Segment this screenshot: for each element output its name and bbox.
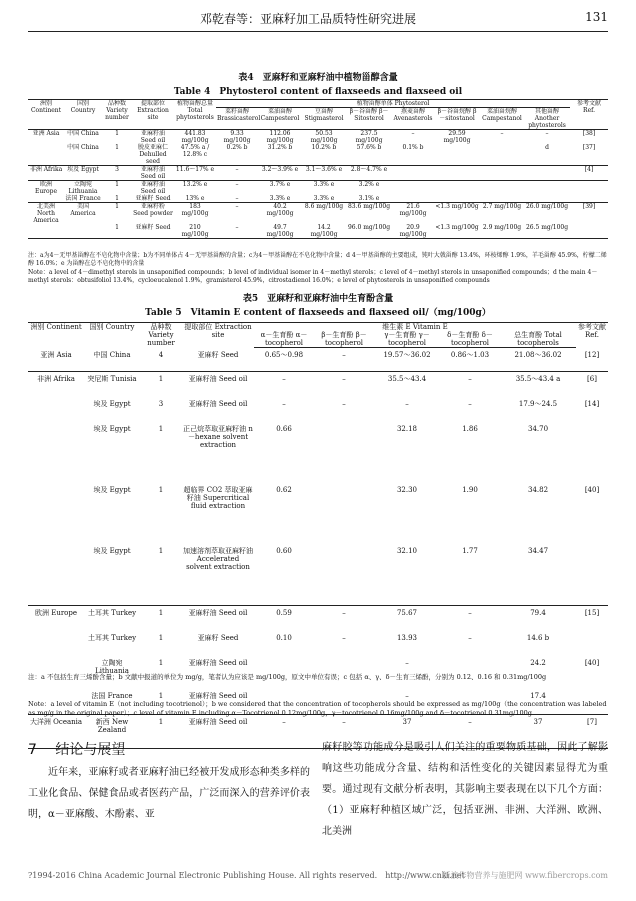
table-cell: 欧洲 Europe [28, 181, 64, 196]
table-cell: 3.7% e [258, 181, 302, 196]
table-cell [480, 144, 524, 166]
page-number: 131 [585, 10, 608, 24]
table-cell [314, 544, 374, 606]
table-cell: [40] [584, 486, 600, 494]
table-row [28, 144, 608, 166]
table-row [28, 606, 608, 632]
table-cell: 亚麻籽油 Seed oil [188, 692, 248, 700]
table-cell: 49.7 mg/100g [266, 224, 294, 238]
table-cell: 29.59 mg/100g [443, 130, 471, 144]
table4-header-cell: 燕麦甾醇 Avenasterols [392, 108, 434, 130]
table-cell: 21.08～36.02 [514, 351, 562, 359]
table-cell: 1 [115, 224, 119, 231]
table-cell: 2.7 mg/100g [480, 203, 524, 225]
table-cell: 75.67 [374, 606, 440, 632]
table-cell: – [500, 130, 504, 137]
table-cell: 237.5 mg/100g [355, 130, 383, 144]
table-cell: 亚麻籽 Seed [197, 634, 239, 642]
table-cell: 0.1% b [402, 144, 424, 151]
table-cell: 中国 China [67, 144, 99, 151]
table-cell: – [235, 224, 239, 231]
table-cell: 土耳其 Turkey [84, 606, 140, 632]
table-cell: [6] [576, 372, 608, 398]
table-cell: 亚麻籽粉 Seed powder [132, 203, 174, 225]
table-cell: 4 [158, 350, 164, 359]
table-cell: 1 [158, 425, 164, 433]
table-cell: 1 [158, 659, 164, 667]
table-cell: 35.5～43.4 [374, 372, 440, 398]
table-cell: 1 [158, 486, 164, 494]
table-cell [64, 224, 102, 239]
table-cell: 1 [158, 634, 164, 642]
table-cell: 47.5% a / 12.8% c [180, 144, 210, 158]
table-cell [480, 166, 524, 181]
table5-header-cell: 参考文献 Ref. [578, 323, 607, 339]
table-cell: 14.6 b [526, 634, 550, 642]
table-cell: 34.82 [527, 486, 549, 494]
table-cell: 土耳其 Turkey [87, 634, 137, 642]
table-cell: – [342, 634, 346, 642]
table-cell: 17.9～24.5 [518, 400, 558, 408]
table-cell: 1 [102, 181, 132, 196]
table-cell [570, 181, 608, 196]
table-cell [392, 195, 434, 203]
table-cell [28, 397, 84, 422]
table-cell: 83.6 mg/100g [346, 203, 392, 225]
table-cell: 19.57～36.02 [383, 351, 431, 359]
table-cell [28, 422, 84, 483]
table4-group-header: 植物甾醇单体 Phytosterol [216, 100, 570, 108]
table-cell: – [314, 606, 374, 632]
table-cell: – [314, 715, 374, 749]
table-cell: 埃及 Egypt [93, 547, 131, 555]
table-cell: 1 [115, 130, 119, 137]
table-cell: 17.4 [530, 692, 546, 700]
table-cell: – [282, 400, 286, 408]
table-cell [524, 181, 570, 196]
table-cell: 亚麻籽 Seed [135, 224, 171, 231]
table-cell: 欧洲 Europe [28, 606, 84, 632]
table-cell: 亚麻籽油 Seed oil [182, 372, 254, 398]
table4-header-cell: β－谷甾醇 β－Sitosterol [346, 108, 392, 130]
table-cell: 20.9 mg/100g [399, 224, 427, 238]
table-cell: 亚洲 Asia [40, 350, 72, 359]
section-heading [28, 739, 125, 759]
table5-caption-en: Table 5 Vitamin E content of flaxseeds and flaxseed oil/（mg/100g） [145, 308, 491, 318]
table-row [28, 130, 608, 145]
table4-header-cell: 品种数 Variety number [102, 100, 132, 130]
table4-note-cn: 注：a为4－无甲基甾醇在不皂化物中含量；b为不同单体占 4－无甲基甾醇的含量；c为4－甲基甾醇在不皂化物中含量；d 4－甲基甾醇的主要组成，钝叶大戟甾醇 13.4%，环桉烯醇 1.9%，羊毛甾醇 45.9%，柠檬二烯醇 16.0%；e 为甾醇在总不皂化物中的含量 [28, 252, 607, 267]
table-cell: 亚麻籽油 Seed oil [188, 659, 248, 667]
table4-header-cell: 菜油甾醇 Campesterol [258, 108, 302, 130]
table-cell: [12] [584, 350, 600, 359]
table5-note-cn: 注：a 不包括生育三烯酚含量；b 文献中报道的单位为 mg/g，笔者认为应该是 mg/100g，原文中单位有误；c 包括 α、γ、δ－生育三烯酚，分别为 0.12、0.16 和 0.31mg/100g [28, 673, 547, 681]
table-cell: 2.9 mg/100g [482, 224, 522, 231]
table-row [28, 181, 608, 196]
table-cell: 法国 France [65, 195, 101, 202]
table-cell: – [216, 166, 258, 181]
table-cell: 183 mg/100g [174, 203, 216, 225]
phytosterol-table [28, 99, 608, 239]
table-cell: 26.0 mg/100g [524, 203, 570, 225]
table-cell [576, 422, 608, 483]
table4-header-cell: 菜籽甾醇 Brassicasterol [216, 108, 258, 130]
table-cell: 脱皮亚麻仁 Dehulled seed [137, 144, 168, 165]
table-cell: 57.6% b [356, 144, 382, 151]
table5-header-cell: 品种数 Variety number [147, 323, 175, 347]
table-cell: 1 [140, 372, 182, 398]
table5-caption-cn: 表5 亚麻籽和亚麻籽油中生育酚含量 [242, 294, 394, 304]
table-cell: 32.30 [396, 486, 418, 494]
table-cell: 中国 China [93, 350, 131, 359]
table-cell: – [405, 659, 409, 667]
table-cell [28, 544, 84, 606]
table-cell: [39] [570, 203, 608, 225]
table5-header-cell: α－生育酚 α－tocopherol [254, 331, 314, 348]
table-cell [434, 144, 480, 166]
table-cell: 31.2% b [267, 144, 293, 151]
table-cell: 埃及 Egypt [93, 400, 131, 408]
table-row [28, 195, 608, 203]
table4-header-cell: 国别 Country [64, 100, 102, 130]
table-cell: 1.77 [462, 547, 478, 555]
table-cell [434, 166, 480, 181]
table-row [28, 166, 608, 181]
table-cell: 1.86 [462, 425, 478, 433]
table-cell: 亚麻籽油 Seed oil [132, 181, 174, 196]
table-cell: <1.3 mg/100g [435, 224, 479, 231]
table-cell [576, 631, 608, 656]
section-title: 结论与展望 [55, 742, 126, 758]
table5-header-cell: 洲别 Continent [30, 323, 82, 331]
table-cell: 0.86～1.03 [450, 351, 490, 359]
table-cell: 3.1% e [358, 195, 380, 202]
table-cell [480, 181, 524, 196]
table5-header-cell: β－生育酚 β－tocopherol [314, 331, 374, 348]
table-cell: 13.2% e [174, 181, 216, 196]
table-cell [28, 483, 84, 544]
table-cell: 0.2% b [226, 144, 248, 151]
table-cell [314, 422, 374, 483]
table-cell: 0.60 [276, 547, 292, 555]
table-cell: 210 mg/100g [181, 224, 209, 238]
table4-caption-cn: 表4 亚麻籽和亚麻籽油中植物甾醇含量 [238, 73, 398, 83]
table-cell: 突尼斯 Tunisia [84, 372, 140, 398]
table-row [28, 348, 608, 372]
table-cell: d [545, 144, 549, 151]
table-row [28, 224, 608, 239]
table-row [28, 483, 608, 544]
table-cell: 3 [158, 400, 164, 408]
table4-header-cell: 其他甾醇 Another phytosterols [524, 108, 570, 130]
table-cell: – [216, 203, 258, 225]
table4-header-cell: 豆甾醇 Stigmasterol [302, 108, 346, 130]
table-cell: 亚洲 Asia [32, 130, 60, 137]
table4-header-cell: 菜油甾烷醇 Campestanol [480, 108, 524, 130]
header-rule [28, 31, 608, 32]
table-cell: – [440, 715, 500, 749]
table-cell: 3 [102, 166, 132, 181]
table-cell: [38] [582, 130, 596, 137]
table-cell [434, 181, 480, 196]
table-cell: [37] [582, 144, 596, 151]
table-cell: [14] [584, 400, 600, 408]
table-cell: – [235, 195, 239, 202]
table-cell: 8.6 mg/100g [302, 203, 346, 225]
table-cell: – [216, 181, 258, 196]
table-cell: 40.2 mg/100g [258, 203, 302, 225]
table-cell: – [411, 130, 415, 137]
table-cell: – [405, 400, 409, 408]
table-cell: 3.2～3.9% e [258, 166, 302, 181]
table-cell: 埃及 Egypt [93, 425, 131, 433]
table-cell [570, 224, 608, 239]
table-cell [28, 144, 64, 166]
table-cell: 1 [140, 715, 182, 749]
table5-header-cell: 国别 Country [89, 323, 135, 331]
table5-note-en: Note：a level of vitamin E（not including tocotrienol）；b we considered that the concentration of tocopherols should be expressed as mg/100g（the concentration was labeled as mg/g in the original paper）；c level of vitamin E including α－Tocotrienol 0.12mg/100g，γ－tocotrienol 0.16mg/100g and δ－tocotrienol 0.31mg/100g [28, 700, 607, 717]
table-cell: 32.10 [396, 547, 418, 555]
table-cell: 11.6～17% e [174, 166, 216, 181]
table4-note-en: Note：a level of 4－dimethyl sterols in unsaponified compounds；b level of individual isomer in 4－methyl sterols；c level of 4－methyl sterols in unsaponified compounds；d the main 4－methyl sterols：obtusifoliol 13.4%，cycloeucalenol 1.9%，gramisterol 45.9%，citrostadienol 16.0%；e level of phytosterols in unsaponified compounds [28, 269, 598, 284]
table-cell [28, 224, 64, 239]
table-cell: 37 [500, 715, 576, 749]
table-cell: – [545, 130, 549, 137]
table-cell: 96.0 mg/100g [347, 224, 391, 231]
table-row [28, 631, 608, 656]
table-cell: 37 [374, 715, 440, 749]
table-cell: 79.4 [500, 606, 576, 632]
table-cell: 3.1～3.6% e [302, 166, 346, 181]
table-cell: 32.18 [396, 425, 418, 433]
table-cell: [7] [576, 715, 608, 749]
table-cell: 1 [140, 606, 182, 632]
table-cell: 10.2% b [311, 144, 337, 151]
table-cell: 3.3% e [302, 181, 346, 196]
table4-header-cell: 植物甾醇总量 Total phytosterols [174, 100, 216, 130]
body-text-left: 近年来，亚麻籽或者亚麻籽油已经被开发成形态种类多样的工业化食品、保健食品或者医药产品，广泛而深入的营养评价表明，α－亚麻酸、木酚素、亚 [28, 767, 310, 820]
table-cell: – [342, 400, 346, 408]
table-cell: 0.10 [276, 634, 292, 642]
table-cell: 立陶宛 Lithuania [64, 181, 102, 196]
table-cell: 法国 France [91, 692, 133, 700]
table-cell: 1.90 [462, 486, 478, 494]
table-cell: – [254, 715, 314, 749]
table-cell: 非洲 Afrika [28, 166, 64, 181]
table-cell: 非洲 Afrika [28, 372, 84, 398]
table-cell: 2.8～4.7% e [346, 166, 392, 181]
table-cell: 35.5～43.4 a [500, 372, 576, 398]
table-cell: 3.3% e [269, 195, 291, 202]
table-row [28, 397, 608, 422]
table-cell: – [254, 372, 314, 398]
table-cell: 0.59 [254, 606, 314, 632]
table-cell: 14.2 mg/100g [310, 224, 338, 238]
table-cell: 26.5 mg/100g [525, 224, 569, 231]
table-cell: <1.3 mg/100g [434, 203, 480, 225]
table-cell: 3.2% e [346, 181, 392, 196]
table-cell: 美国 America [64, 203, 102, 225]
section-number: 7 [28, 742, 37, 758]
table-cell: 立陶宛 Lithuania [95, 659, 129, 675]
body-text-right: 麻籽胶等功能成分是吸引人们关注的重要物质基础，因此了解影响这些功能成分含量、结构和活性变化的关键因素显得尤为重要。通过现有文献分析表明，其影响主要表现在以下几个方面：（1）亚麻籽种植区域广泛，包括亚洲、非洲、大洋洲、欧洲、北美洲 [322, 742, 608, 837]
running-title: 邓乾春等：亚麻籽加工品质特性研究进展 [200, 12, 417, 26]
table-cell [314, 483, 374, 544]
table4-header-cell: 洲别 Continent [28, 100, 64, 130]
table-cell: 中国 China [67, 130, 99, 137]
table-cell: 50.53 mg/100g [310, 130, 338, 144]
table5-group-header: 维生素 E Vitamin E [382, 323, 448, 331]
table-cell: 亚麻籽油 Seed oil [132, 166, 174, 181]
vitamin-e-table [28, 322, 608, 749]
table-cell: 正己烷萃取亚麻籽油 n－hexane solvent extraction [183, 425, 253, 449]
table-cell: 北美洲 North America [28, 203, 64, 225]
table-cell: 24.2 [530, 659, 546, 667]
table-cell: 加速溶剂萃取亚麻籽油 Accelerated solvent extraction [183, 547, 253, 571]
table-row [28, 544, 608, 606]
table5-header-cell: 提取部位 Extraction site [184, 323, 252, 339]
table-cell [28, 631, 84, 656]
table-cell: 13% e [185, 195, 205, 202]
table-cell [434, 195, 480, 203]
table-cell: 1 [158, 692, 164, 700]
table4-header-cell: β－谷甾烷醇 β－sitostanol [434, 108, 480, 130]
table-row [28, 372, 608, 398]
watermark: 新浪作物营养与施肥网 www.fibercrops.com [442, 871, 608, 880]
table5-header-cell: δ－生育酚 δ－tocopherol [440, 331, 500, 348]
table-cell [392, 181, 434, 196]
table-cell: – [468, 400, 472, 408]
table-cell: 3.3% e [313, 195, 335, 202]
table-cell: 埃及 Egypt [64, 166, 102, 181]
table-cell: – [440, 372, 500, 398]
table-cell: 亚麻籽 Seed [135, 195, 171, 202]
table4-header-cell: 提取部位 Extraction site [132, 100, 174, 130]
table5-header-cell: γ－生育酚 γ－tocopherol [374, 331, 440, 348]
table-cell: [40] [584, 659, 600, 667]
table-cell: 亚麻籽油 Seed oil [182, 606, 254, 632]
table-cell: 0.65～0.98 [264, 351, 304, 359]
table-cell: – [314, 372, 374, 398]
table-cell: 9.33 mg/100g [223, 130, 251, 144]
table-cell: 0.62 [276, 486, 292, 494]
table5-header-cell: 总生育酚 Total tocopherols [500, 331, 576, 348]
table-cell: 0.66 [276, 425, 292, 433]
table-cell: 新西 New Zealand [84, 715, 140, 749]
table-row [28, 422, 608, 483]
table-cell: 13.93 [396, 634, 418, 642]
table-cell: 1 [102, 203, 132, 225]
table-cell: – [440, 606, 500, 632]
copyright-footer: ?1994-2016 China Academic Journal Electronic Publishing House. All rights reserved. http://www.cnki.net [28, 871, 465, 880]
table4-caption-en: Table 4 Phytosterol content of flaxseeds and flaxseed oil [173, 87, 463, 97]
table-cell: 亚麻籽 Seed [197, 350, 239, 359]
table-cell: 34.47 [527, 547, 549, 555]
table-cell: 1 [158, 547, 164, 555]
table-cell: 亚麻籽油 Seed oil [182, 715, 254, 749]
table-cell: 亚麻籽油 Seed oil [140, 130, 166, 144]
table-cell: – [405, 692, 409, 700]
table-cell [480, 195, 524, 203]
table-cell: 21.6 mg/100g [392, 203, 434, 225]
table-cell [524, 166, 570, 181]
table-cell: 亚麻籽油 Seed oil [188, 400, 248, 408]
table-cell [524, 195, 570, 203]
table-cell: 大洋洲 Oceania [28, 715, 84, 749]
table-cell: 34.70 [527, 425, 549, 433]
table-cell: 1 [115, 195, 119, 202]
table-cell: 112.06 mg/100g [266, 130, 294, 144]
table-cell: 441.83 mg/100g [181, 130, 209, 144]
table-cell: 埃及 Egypt [93, 486, 131, 494]
table-cell: [4] [570, 166, 608, 181]
table-cell [28, 195, 64, 203]
table-cell: [15] [576, 606, 608, 632]
table-row [28, 203, 608, 225]
table4-header-cell: 参考文献 Ref. [570, 100, 608, 130]
table-cell [576, 544, 608, 606]
table-cell: – [342, 351, 346, 359]
running-header [0, 10, 636, 32]
table-cell [392, 166, 434, 181]
table-cell: 超临界 CO2 萃取亚麻籽油 Supercritical fluid extraction [183, 486, 253, 510]
table-cell [570, 195, 608, 203]
table-cell: – [468, 634, 472, 642]
table-cell: 1 [115, 144, 119, 151]
